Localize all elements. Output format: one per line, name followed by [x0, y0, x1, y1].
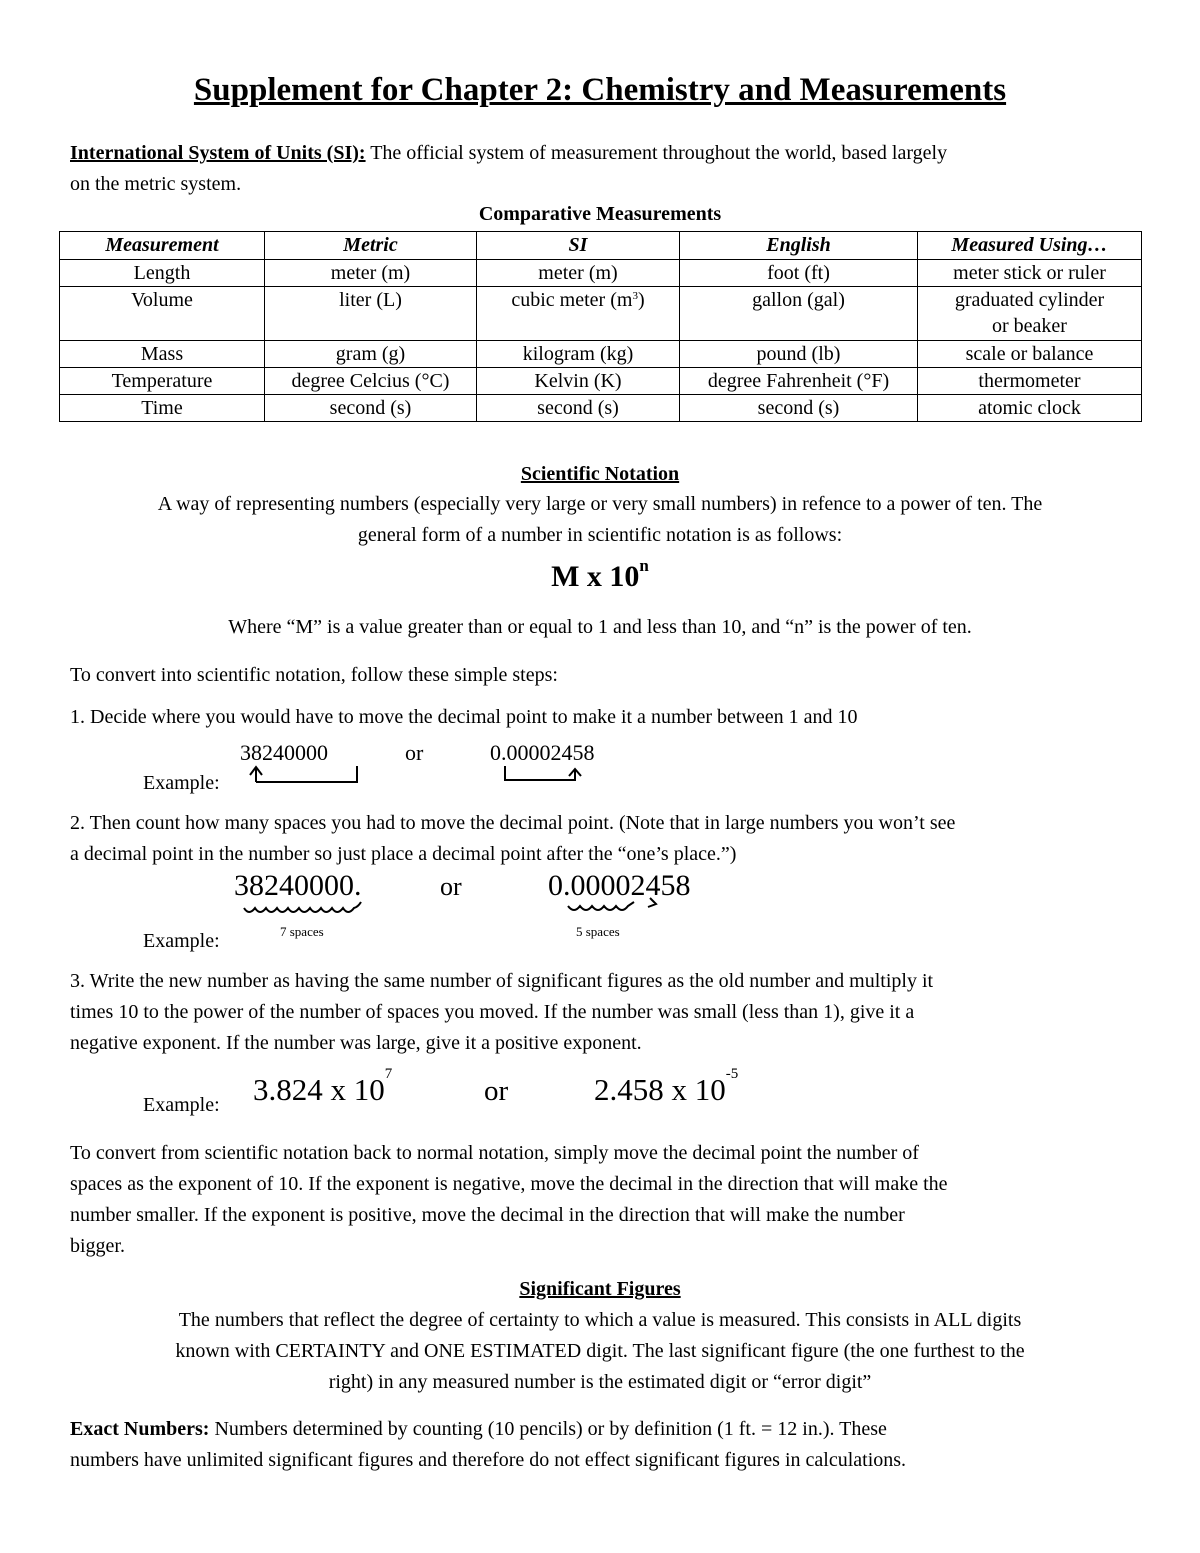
- table-cell: meter (m): [477, 260, 680, 287]
- example3-label: Example:: [143, 1094, 220, 1116]
- spaces-large: 7 spaces: [280, 924, 324, 939]
- example1-large-number: 38240000: [240, 740, 328, 765]
- step3-line1: 3. Write the new number as having the same number of significant figures as the old number and multiply it: [70, 970, 934, 992]
- formula-exponent: n: [639, 556, 649, 575]
- example1-label: Example:: [143, 772, 220, 794]
- result-large-base: 3.824 x 10: [253, 1072, 385, 1107]
- table-cell: degree Fahrenheit (°F): [680, 368, 918, 395]
- table-cell: liter (L): [265, 287, 477, 341]
- spaces-small: 5 spaces: [576, 924, 620, 939]
- table-cell: pound (lb): [680, 341, 918, 368]
- sig-line1: The numbers that reflect the degree of certainty to which a value is measured. This consists in ALL digits: [178, 1309, 1022, 1331]
- page-title: Supplement for Chapter 2: Chemistry and Measurements: [193, 72, 1007, 108]
- sig-line3: right) in any measured number is the estimated digit or “error digit”: [328, 1371, 872, 1393]
- sci-heading: Scientific Notation: [520, 463, 680, 485]
- step3-line2: times 10 to the power of the number of spaces you moved. If the number was small (less than 1), give it a: [70, 1001, 915, 1023]
- table-cell: thermometer: [918, 368, 1142, 395]
- example1-or: or: [405, 740, 424, 765]
- table-cell: Mass: [60, 341, 265, 368]
- small-decimal-arrow: [505, 766, 581, 780]
- header-cell: English: [680, 232, 918, 260]
- table-cell: Kelvin (K): [477, 368, 680, 395]
- table-caption: Comparative Measurements: [478, 203, 722, 225]
- exact-numbers: [70, 1414, 887, 1445]
- table-cell: Length: [60, 260, 265, 287]
- example2-small-number: 0.00002458: [548, 869, 691, 902]
- back-line2: spaces as the exponent of 10. If the exponent is negative, move the decimal in the direction that will make the: [70, 1173, 948, 1195]
- example3-or: or: [484, 1075, 509, 1107]
- sig-heading: Significant Figures: [519, 1278, 681, 1300]
- si-label: International System of Units (SI):: [70, 142, 366, 164]
- header-cell: Measurement: [60, 232, 265, 260]
- table-cell: gallon (gal): [680, 287, 918, 341]
- large-decimal-arrow: [250, 766, 357, 782]
- result-large: [253, 1066, 393, 1108]
- header-cell: Measured Using…: [918, 232, 1142, 260]
- sci-line2: general form of a number in scientific notation is as follows:: [357, 524, 843, 546]
- table-cell: scale or balance: [918, 341, 1142, 368]
- formula-base: M x 10: [551, 560, 640, 593]
- table-cell: second (s): [265, 395, 477, 422]
- sci-line1: A way of representing numbers (especially very large or very small numbers) in refence to a power of ten. The: [157, 493, 1043, 515]
- header-cell: Metric: [265, 232, 477, 260]
- step3-line3: negative exponent. If the number was large, give it a positive exponent.: [70, 1032, 642, 1054]
- exact-line1: Numbers determined by counting (10 pencils) or by definition (1 ft. = 12 in.). These: [209, 1418, 887, 1440]
- volume-si-superscript: 3: [632, 290, 638, 302]
- exact-label: Exact Numbers:: [70, 1418, 210, 1440]
- table-cell: second (s): [477, 395, 680, 422]
- table-cell: second (s): [680, 395, 918, 422]
- result-large-exponent: 7: [384, 1066, 393, 1082]
- result-small-base: 2.458 x 10: [594, 1072, 726, 1107]
- header-cell: SI: [477, 232, 680, 260]
- sci-intro: To convert into scientific notation, follow these simple steps:: [70, 664, 558, 686]
- large-count-squiggle: [244, 902, 361, 912]
- step2-line1: 2. Then count how many spaces you had to move the decimal point. (Note that in large numbers you won’t see: [70, 812, 956, 834]
- result-small: [594, 1066, 739, 1108]
- table-cell: gram (g): [265, 341, 477, 368]
- back-line4: bigger.: [70, 1235, 125, 1257]
- volume-measured-line1: graduated cylinder: [954, 289, 1105, 311]
- back-line1: To convert from scientific notation back to normal notation, simply move the decimal point the number of: [70, 1142, 919, 1164]
- table-cell: Time: [60, 395, 265, 422]
- sig-line2: known with CERTAINTY and ONE ESTIMATED digit. The last significant figure (the one furthest to the: [175, 1340, 1025, 1362]
- step2-line2: a decimal point in the number so just place a decimal point after the “one’s place.”): [70, 843, 737, 865]
- table-cell: meter stick or ruler: [918, 260, 1142, 287]
- si-text-line1: The official system of measurement throughout the world, based largely: [365, 142, 948, 164]
- volume-si-text: cubic meter (m: [511, 289, 633, 311]
- example1-small-number: 0.00002458: [490, 740, 595, 765]
- example2-or: or: [440, 872, 462, 901]
- volume-measured-line2: or beaker: [992, 315, 1067, 337]
- sci-where: Where “M” is a value greater than or equal to 1 and less than 10, and “n” is the power of ten.: [228, 616, 972, 638]
- volume-si-close: ): [637, 289, 645, 311]
- step1: 1. Decide where you would have to move the decimal point to make it a number between 1 and 10: [70, 706, 858, 728]
- table-cell: Volume: [60, 287, 265, 341]
- table-cell: atomic clock: [918, 395, 1142, 422]
- table-cell: degree Celcius (°C): [265, 368, 477, 395]
- exact-line2: numbers have unlimited significant figures and therefore do not effect significant figures in calculations.: [70, 1449, 907, 1471]
- example2-label: Example:: [143, 930, 220, 952]
- table-cell: meter (m): [265, 260, 477, 287]
- si-text-line2: on the metric system.: [70, 173, 242, 195]
- example2-large-number: 38240000.: [234, 869, 362, 902]
- back-line3: number smaller. If the exponent is positive, move the decimal in the direction that will make the number: [70, 1204, 905, 1226]
- table-cell: Temperature: [60, 368, 265, 395]
- table-cell: foot (ft): [680, 260, 918, 287]
- table-cell: kilogram (kg): [477, 341, 680, 368]
- result-small-exponent: -5: [725, 1066, 739, 1082]
